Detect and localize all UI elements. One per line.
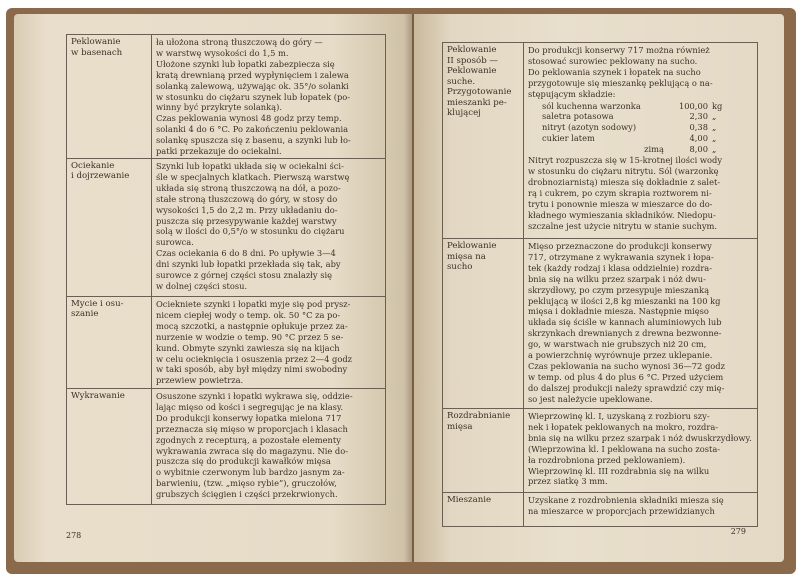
row-label-line: suche.: [447, 76, 476, 87]
text-line: Czas peklowania wynosi 48 godz przy temp.: [156, 113, 342, 124]
row-label-line: mięsa na: [447, 251, 486, 262]
text-line: w stosunku do ciężaru nitrytu. Sól (warzonkę: [528, 165, 719, 176]
text-line: stałe stroną tłuszczową do góry, w stosy do: [156, 193, 338, 204]
text-line: Szynki lub łopatki układa się w ociekalni ści-: [156, 160, 344, 171]
text-line: dni szynki lub łopatki przekłada się tak, aby: [156, 259, 341, 270]
text-line: go, w warstwach nie grubszych niż 20 cm,: [528, 339, 707, 350]
text-line: szczalne jest użycie nitrytu w stanie suchym.: [528, 220, 718, 231]
text-line: przygotowuje się mieszankę peklującą o na-: [528, 77, 713, 88]
row-label-line: i dojrzewanie: [71, 171, 130, 182]
text-line: patki przekazuje do ociekalni.: [156, 146, 282, 157]
mixture-unit: „: [712, 133, 717, 144]
text-line: Ułożone szynki lub łopatki zabezpiecza się: [156, 58, 335, 69]
table-row: [67, 158, 386, 296]
text-line: kratą drewnianą przed wypłynięciem i zalewa: [156, 69, 349, 80]
left-process-table: [66, 34, 386, 505]
text-line: Uzyskane z rozdrobnienia składniki miesza się: [528, 495, 724, 505]
text-line: bnia się na wilku przez szarpak i nóż dwu-: [528, 273, 706, 284]
row-label: [67, 296, 152, 388]
text-line: (Wieprzowina kl. I peklowana na sucho zosta-: [528, 443, 721, 454]
text-line: drobnoziarnistą) miesza się dokładnie z salet-: [528, 176, 721, 187]
text-line: Czas peklowania na sucho wynosi 36—72 godz: [528, 360, 725, 371]
mixture-amount: 4,00: [689, 133, 708, 144]
text-line: w celu ocieknięcia i osuszenia przez 2—4 godz: [156, 353, 353, 364]
text-line: winny być przykryte solanką).: [156, 102, 282, 113]
mixture-item: [542, 101, 753, 112]
mixture-item: [542, 144, 753, 155]
text-line: surowce z górnej części stosu znalazły się: [156, 270, 333, 281]
text-line: ła ułożona stroną tłuszczową do góry —: [156, 37, 323, 47]
text-line: nurzenie w wodzie o temp. 90 °C przez 5 se-: [156, 331, 344, 342]
row-description: [524, 409, 758, 493]
text-line: solankę spuszcza się z basenu, a szynki lub ło-: [156, 135, 351, 146]
row-label-line: Peklowanie: [447, 66, 497, 76]
row-label-line: Mieszanie: [447, 495, 492, 505]
text-line: Do peklowania szynek i łopatek na sucho: [528, 66, 701, 77]
row-label-line: Peklowanie: [71, 37, 121, 47]
row-description: [524, 239, 758, 409]
text-line: w stosunku do ciężaru szynek lub łopatek (po-: [156, 91, 351, 102]
text-line: układa się stroną tłuszczową na dół, a pozo-: [156, 182, 341, 193]
text-line: przewiew powietrza.: [156, 375, 244, 386]
curing-mixture-list: [542, 101, 753, 156]
table-row: [67, 296, 386, 388]
text-line: kładnego wymieszania składników. Niedopu-: [528, 209, 716, 220]
text-line: solą w ilości do 0,5°/o w stosunku do ciężaru: [156, 226, 345, 237]
row-label-line: sucho: [447, 262, 473, 272]
table-row: [67, 388, 386, 504]
row-label: [443, 43, 524, 239]
row-label-line: szanie: [71, 309, 99, 320]
right-process-table: [442, 42, 758, 527]
mixture-ingredient: cukier latem: [542, 133, 595, 144]
mixture-unit: „: [712, 144, 717, 155]
mixture-amount: 0,38: [689, 122, 708, 133]
text-line: puszcza się przesypywanie każdej warstwy: [156, 215, 337, 226]
row-label-line: II sposób —: [447, 55, 499, 66]
table-row: [443, 409, 758, 493]
text-line: surowca.: [156, 237, 194, 248]
row-label: [443, 493, 524, 527]
text-line: barwieniu, (tzw. „mięso rybie”), gruczołów,: [156, 478, 337, 489]
right-page: [414, 14, 784, 562]
page-number: 279: [730, 527, 746, 536]
text-line: Ociekniete szynki i łopatki myje się pod prysz-: [156, 298, 351, 309]
text-line: Osuszone szynki i łopatki wykrawa się, oddzie-: [156, 390, 353, 401]
row-label: [67, 35, 152, 159]
text-line: nek i łopatek peklowanych na mokro, rozdra-: [528, 421, 719, 432]
text-line: tek (każdy rodzaj i klasa oddzielnie) rozdra-: [528, 262, 713, 273]
text-line: ła rozdrobniona przed peklowaniem).: [528, 454, 686, 465]
text-line: Czas ociekania 6 do 8 dni. Po upływie 3—4: [156, 248, 336, 259]
text-line: puszcza się do produkcji kawałków mięsa: [156, 456, 331, 467]
mixture-unit: „: [712, 122, 717, 133]
text-line: wysokości 1,5 do 2,2 m. Przy układaniu do-: [156, 204, 338, 215]
row-description: [152, 158, 386, 296]
text-line: solanki 4 do 6 °C. Po zakończeniu peklowania: [156, 124, 349, 135]
table-row: [443, 239, 758, 409]
row-description: [152, 296, 386, 388]
text-line: Wieprzowinę kl. I, uzyskaną z rozbioru szy-: [528, 411, 710, 421]
table-row: [443, 493, 758, 527]
page-number: 278: [66, 531, 82, 540]
text-line: peklującą w ilości 2,8 kg mieszanki na 100 kg: [528, 295, 721, 306]
row-description: [152, 35, 386, 159]
text-line: lając mięso od kości i segregując je na klasy.: [156, 401, 344, 412]
table-row: [443, 43, 758, 239]
text-line: skrzydłowy, po czym przesypuje mieszanką: [528, 284, 710, 295]
row-label-line: Rozdrabnianie: [447, 411, 511, 421]
text-line: śle w specjalnych klatkach. Pierwszą warstwę: [156, 171, 350, 182]
text-line: w taki sposób, aby był między nimi swobodny: [156, 364, 348, 375]
text-line: układa się ściśle w kannach aluminiowych lub: [528, 317, 722, 328]
text-line: zgodnych z recepturą, a pozostałe elementy: [156, 434, 341, 445]
row-description: [152, 388, 386, 504]
row-label-line: klującej: [447, 108, 481, 118]
mixture-item: [542, 111, 753, 122]
mixture-amount: 2,30: [689, 111, 708, 122]
text-line: Wieprzowinę kl. III rozdrabnia się na wilku: [528, 465, 710, 476]
row-label-line: Peklowanie: [447, 241, 497, 251]
text-line: solanką zalewową, używając ok. 35°/o solanki: [156, 80, 349, 91]
text-line: kund. Obmyte szynki zawiesza się na kijach: [156, 342, 340, 353]
row-label-line: Przygotowanie: [447, 87, 512, 97]
text-line: a powierzchnię wyrównuje przez uklepanie.: [528, 350, 713, 361]
row-label-line: w basenach: [71, 47, 123, 58]
text-line: na mieszarce w proporcjach przewidzianych: [528, 505, 715, 516]
text-line: przeznacza się mięso w proporcjach i klasach: [156, 423, 348, 434]
row-label-line: Peklowanie: [447, 45, 497, 55]
text-line: mięsa i dokładnie miesza. Następnie mięso: [528, 306, 709, 317]
mixture-ingredient: saletra potasowa: [542, 111, 614, 122]
table-row: [67, 35, 386, 159]
text-line: rą i cukrem, po czym skrapia roztworem ni-: [528, 187, 712, 198]
mixture-unit: „: [712, 111, 717, 122]
text-line: stępującym składzie:: [528, 88, 616, 99]
mixture-amount: 100,00: [678, 100, 708, 111]
row-label-line: Wykrawanie: [71, 390, 125, 401]
row-label-line: mięsa: [447, 421, 473, 432]
mixture-item: [542, 122, 753, 133]
row-description: [524, 43, 758, 239]
text-line: mocą szczotki, a następnie opłukuje przez za-: [156, 320, 348, 331]
mixture-ingredient: sól kuchenna warzonka: [542, 100, 641, 111]
row-label-line: Ociekanie: [71, 160, 115, 171]
text-line: Do produkcji konserwy łopatka mielona 717: [156, 412, 342, 423]
text-line: wykrawania zwraca się do magazynu. Nie do-: [156, 445, 349, 456]
text-line: 717, otrzymane z wykrawania szynek i łopa-: [528, 251, 714, 262]
text-line: przez siatkę 3 mm.: [528, 476, 608, 487]
mixture-amount: 8,00: [689, 144, 708, 155]
text-line: w dolnej części stosu.: [156, 280, 248, 291]
text-line: do dalszej produkcji należy sprawdzić czy mię-: [528, 382, 725, 393]
row-label: [67, 158, 152, 296]
row-description: [524, 493, 758, 527]
text-line: trytu i ponownie miesza w mieszarce do do-: [528, 198, 713, 209]
text-line: w warstwę wysokości do 1,5 m.: [156, 47, 289, 58]
text-line: nicem ciepłej wody o temp. ok. 50 °C za po-: [156, 309, 341, 320]
text-line: stosować surowiec peklowany na sucho.: [528, 55, 698, 66]
text-line: o wybitnie czerwonym lub bardzo jasnym za-: [156, 467, 345, 478]
text-line: bnia się na wilku przez szarpak i nóż dwuskrzydłowy.: [528, 432, 752, 443]
row-label: [443, 409, 524, 493]
mixture-item: [542, 133, 753, 144]
text-line: Mięso przeznaczone do produkcji konserwy: [528, 241, 712, 251]
mixture-ingredient: zimą: [644, 144, 664, 155]
mixture-ingredient: nitryt (azotyn sodowy): [542, 122, 637, 133]
text-line: w temp. od plus 4 do plus 6 °C. Przed użyciem: [528, 371, 724, 382]
text-line: Nitryt rozpuszcza się w 15-krotnej ilości wody: [528, 155, 723, 166]
row-label-line: Mycie i osu-: [71, 298, 124, 309]
mixture-unit: kg: [712, 100, 723, 111]
left-page: [14, 14, 412, 562]
row-label: [67, 388, 152, 504]
row-label: [443, 239, 524, 409]
row-label-line: mieszanki pe-: [447, 97, 507, 108]
text-line: Do produkcji konserwy 717 można również: [528, 45, 710, 55]
text-line: so jest należycie upeklowane.: [528, 393, 653, 404]
text-line: grubszych ścięgien i części przekrwionych.: [156, 489, 338, 500]
text-line: skrzynkach drewnianych z drewna bezwonne-: [528, 328, 722, 339]
